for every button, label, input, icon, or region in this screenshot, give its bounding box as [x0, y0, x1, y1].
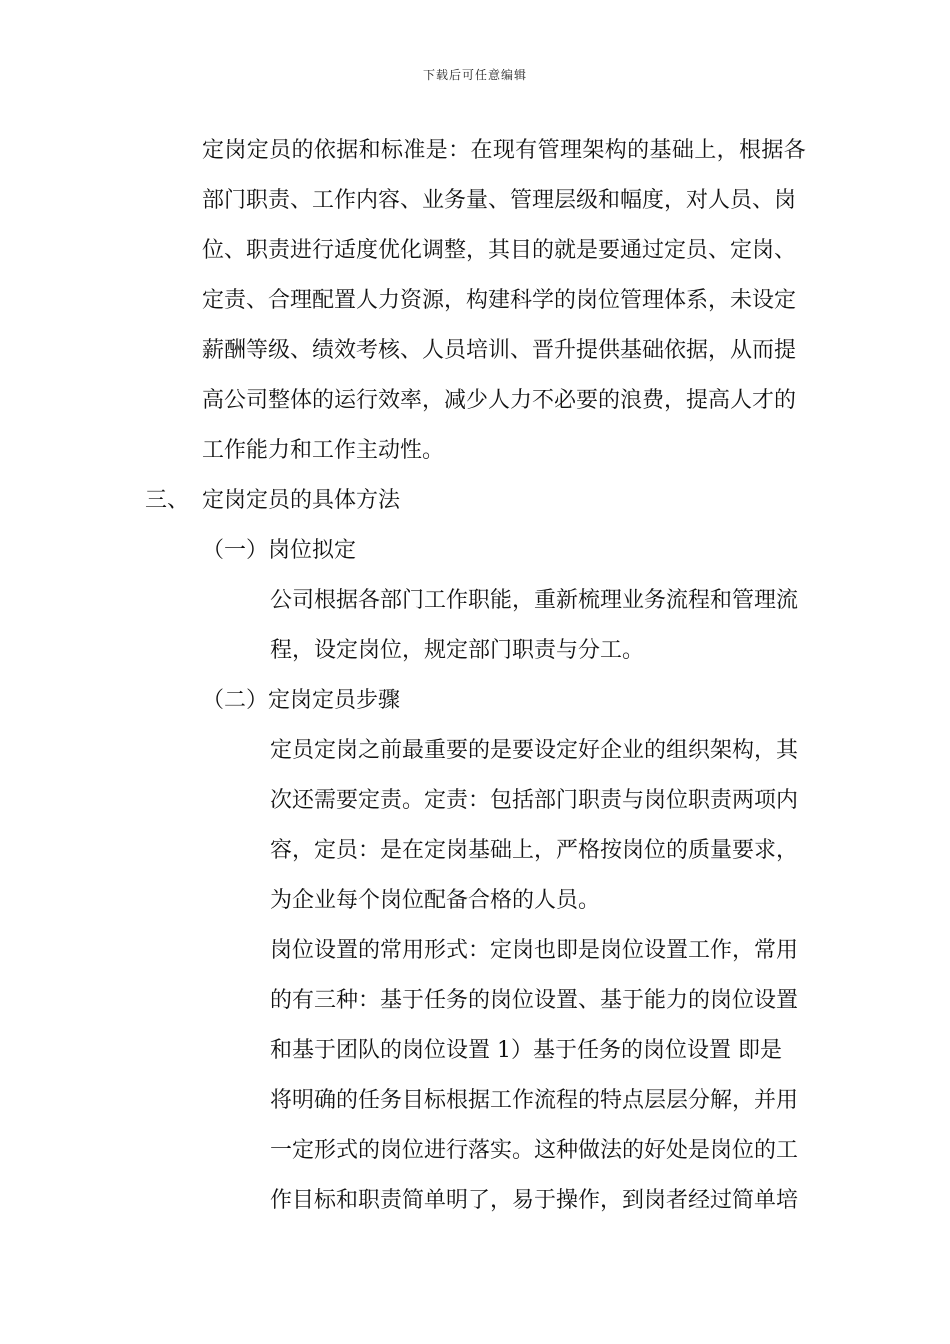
text-line: 的有三种：基于任务的岗位设置、基于能力的岗位设置 — [270, 988, 799, 1013]
section-number: 三、 — [145, 488, 190, 513]
subsection-title: （二）定岗定员步骤 — [202, 688, 401, 713]
text-line: 位、职责进行适度优化调整，其目的就是要通过定员、定岗、 — [202, 238, 797, 263]
text-line: 程，设定岗位，规定部门职责与分工。 — [270, 638, 645, 663]
text-line: 容，定员：是在定岗基础上，严格按岗位的质量要求， — [270, 838, 799, 863]
text-line: 将明确的任务目标根据工作流程的特点层层分解，并用 — [270, 1088, 799, 1113]
section-title: 定岗定员的具体方法 — [202, 488, 401, 513]
text-line: 和基于团队的岗位设置 1）基于任务的岗位设置 即是 — [270, 1038, 782, 1063]
text-line: 薪酬等级、绩效考核、人员培训、晋升提供基础依据，从而提 — [202, 338, 797, 363]
text-line: 定员定岗之前最重要的是要设定好企业的组织架构，其 — [270, 738, 799, 763]
text-line: 作目标和职责简单明了，易于操作，到岗者经过简单培 — [270, 1188, 799, 1213]
text-line: 部门职责、工作内容、业务量、管理层级和幅度，对人员、岗 — [202, 188, 797, 213]
text-line: 一定形式的岗位进行落实。这种做法的好处是岗位的工 — [270, 1138, 799, 1163]
text-line: 高公司整体的运行效率，减少人力不必要的浪费，提高人才的 — [202, 388, 797, 413]
page-header: 下载后可任意编辑 — [422, 68, 527, 82]
text-line: 为企业每个岗位配备合格的人员。 — [270, 888, 601, 913]
text-line: 岗位设置的常用形式：定岗也即是岗位设置工作，常用 — [270, 938, 799, 963]
text-line: 定责、合理配置人力资源，构建科学的岗位管理体系，未设定 — [202, 288, 797, 313]
text-line: 工作能力和工作主动性。 — [202, 438, 445, 463]
text-line: 公司根据各部门工作职能，重新梳理业务流程和管理流 — [270, 588, 799, 613]
text-line: 定 岗 定 员 的 依 据 和 标 准 是 ： 在 现 有 管 理 架 构 的 基 础 上 ， 根 据 各 — [202, 138, 806, 163]
subsection-title: （一）岗位拟定 — [202, 538, 357, 563]
text-line: 次还需要定责。定责：包括部门职责与岗位职责两项内 — [270, 788, 799, 813]
